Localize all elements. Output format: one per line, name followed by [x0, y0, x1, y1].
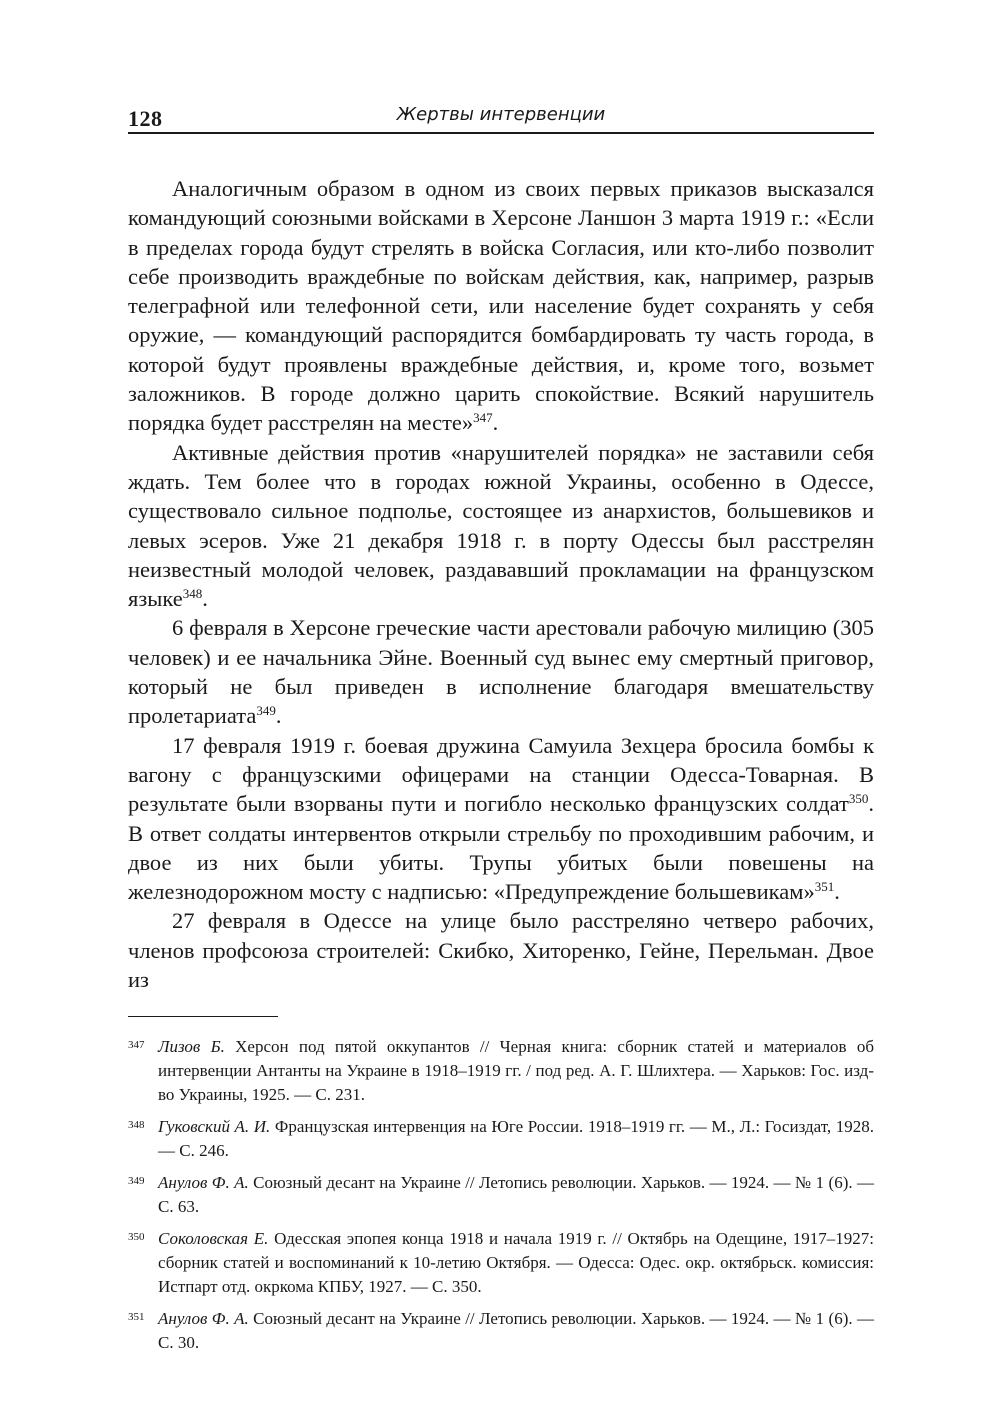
footnote-350: [128, 1227, 874, 1299]
footnote-ref-347[interactable]: 347: [473, 410, 493, 426]
footnote-author: Гуковский А. И.: [158, 1117, 271, 1137]
footnote-348: [128, 1115, 874, 1163]
footnote-author: Анулов Ф. А.: [158, 1309, 249, 1329]
paragraph: Активные действия против «нарушителей порядка» не заставили себя ждать. Тем более что в городах южной Украины, особенно в Одессе, существовало сильное подполье, состоящее из анархистов, большевиков и левых эсеров. Уже 21 декабря 1918 г. в порту Одессы был расстрелян неизвестный молодой человек, раздававший прокламации на французском языке$^{348}$.: [128, 439, 874, 612]
main-text: [128, 174, 874, 994]
footnote-text: Французская интервенция на Юге России. 1918–1919 гг. — М., Л.: Госиздат, 1928. — С. 246.: [158, 1117, 874, 1161]
footnotes: [128, 1035, 874, 1355]
footnote-349: [128, 1171, 874, 1219]
footnote-text: Одесская эпопея конца 1918 и начала 1919 г. // Октябрь на Одещине, 1917–1927: сборник статей и воспоминаний к 10-летию Октября. — Одесса: Одес. окр. октябрьск. комиссия: Истпарт отд. окркома КПБУ, 1927. — С. 350.: [158, 1229, 874, 1297]
footnote-ref-348[interactable]: 348: [182, 586, 203, 602]
running-title: Жертвы интервенции: [396, 104, 606, 125]
footnote-author: Анулов Ф. А.: [158, 1173, 249, 1193]
book-page: [128, 100, 874, 1363]
footnote-text: Союзный десант на Украине // Летопись революции. Харьков. — 1924. — № 1 (6). — С. 30.: [158, 1309, 874, 1353]
footnote-ref-351[interactable]: 351: [814, 879, 835, 895]
paragraph: 27 февраля в Одессе на улице было расстреляно четверо рабочих, членов профсоюза строителей: Скибко, Хиторенко, Гейне, Перельман. Двое из: [128, 908, 874, 993]
footnote-number: 351: [128, 1311, 145, 1324]
footnote-author: Соколовская Е.: [158, 1229, 269, 1249]
footnote-text: Союзный десант на Украине // Летопись революции. Харьков. — 1924. — № 1 (6). — С. 63.: [158, 1173, 874, 1217]
footnote-divider: [128, 1016, 278, 1017]
footnote-author: Лизов Б.: [158, 1037, 225, 1057]
paragraph: 17 февраля 1919 г. боевая дружина Самуила Зехцера бросила бомбы к вагону с французскими офицерами на станции Одесса-Товарная. В результате были взорваны пути и погибло несколько французских солдат$^{350}$. В ответ солдаты интервентов открыли стрельбу по проходившим рабочим, и двое из них были убиты. Трупы убитых были повешены на железнодорожном мосту с надписью: «Предупреждение большевикам»$^{351}$.: [128, 732, 874, 905]
footnote-347: [128, 1035, 874, 1107]
footnote-number: 350: [128, 1231, 145, 1244]
paragraph: Аналогичным образом в одном из своих первых приказов высказался командующий союзными войсками в Херсоне Ланшон 3 марта 1919 г.: «Если в пределах города будут стрелять в войска Согласия, или кто-либо позволит себе производить враждебные по войскам действия, как, например, разрыв телеграфной или телефонной сети, или население будет сохранять у себя оружие, — командующий распорядится бомбардировать ту часть города, в которой будут проявлены враждебные действия, и, кроме того, возьмет заложников. В городе должно царить спокойствие. Всякий нарушитель порядка будет расстрелян на месте»$^{347}$.: [128, 176, 874, 436]
footnote-number: 349: [128, 1175, 145, 1188]
footnote-number: 347: [128, 1039, 145, 1052]
footnote-ref-350[interactable]: 350: [848, 791, 869, 807]
paragraph: 6 февраля в Херсоне греческие части арестовали рабочую милицию (305 человек) и ее начальника Эйне. Военный суд вынес ему смертный приговор, который не был приведен в исполнение благодаря вмешательству пролетариата$^{349}$.: [128, 615, 874, 729]
footnote-351: [128, 1307, 874, 1355]
footnote-ref-349[interactable]: 349: [256, 703, 276, 719]
footnote-text: Херсон под пятой оккупантов // Черная книга: сборник статей и материалов об интервенции Антанты на Украине в 1918–1919 гг. / под ред. А. Г. Шлихтера. — Харьков: Гос. изд-во Украины, 1925. — С. 231.: [158, 1037, 874, 1105]
running-header: [128, 100, 874, 134]
page-number: 128: [128, 106, 163, 131]
footnote-number: 348: [128, 1119, 145, 1132]
